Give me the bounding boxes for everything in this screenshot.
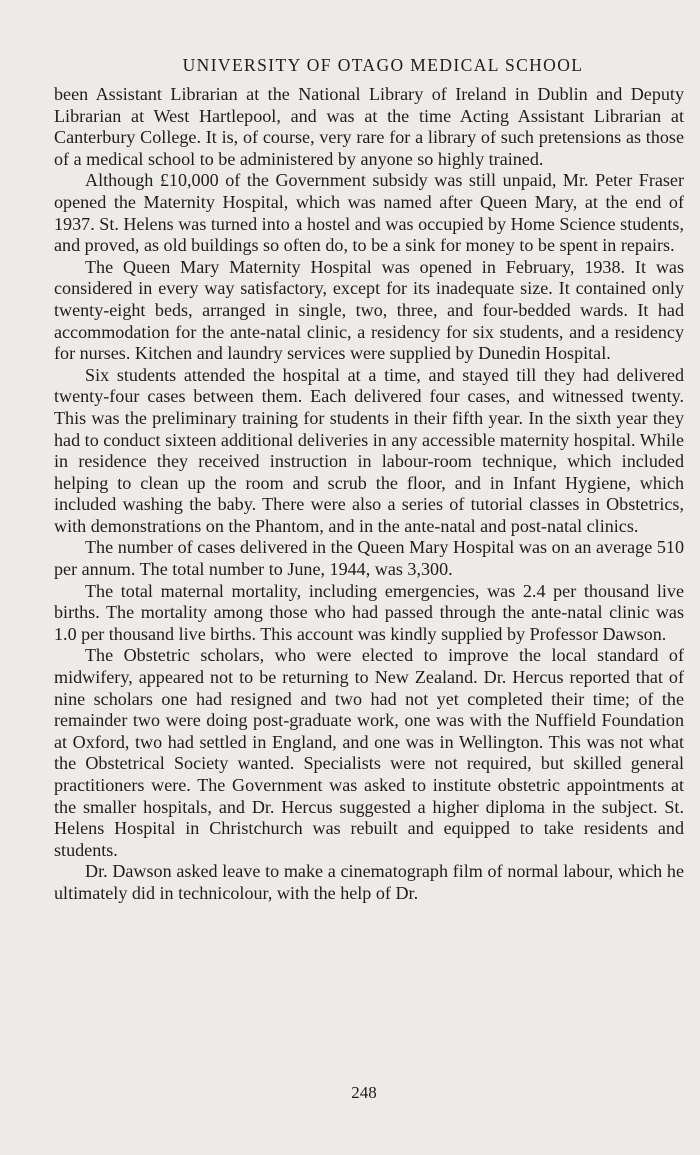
paragraph-8: Dr. Dawson asked leave to make a cinematograph film of normal labour, which he ultimately did in technicolour, with the help of Dr. [54,861,684,903]
body-text [54,84,684,905]
paragraph-1: been Assistant Librarian at the National Library of Ireland in Dublin and Deputy Librarian at West Hartlepool, and was at the time Acting Assistant Librarian at Canterbury College. It is, of course, very rare for a library of such pretensions as those of a medical school to be administered by anyone so highly trained. [54,84,684,169]
paragraph-7: The Obstetric scholars, who were elected to improve the local standard of midwifery, appeared not to be returning to New Zealand. Dr. Hercus reported that of nine scholars one had resigned and two had not yet completed their time; of the remainder two were doing post-graduate work, one was with the Nuffield Foundation at Oxford, two had settled in England, and one was in Wellington. This was not what the Obstetrical Society wanted. Specialists were not required, but skilled general practitioners were. The Government was asked to institute obstetric appointments at the smaller hospitals, and Dr. Hercus suggested a higher diploma in the subject. St. Helens Hospital in Christchurch was rebuilt and equipped to take residents and students. [54,645,684,860]
running-head: UNIVERSITY OF OTAGO MEDICAL SCHOOL [182,55,584,75]
paragraph-2: Although £10,000 of the Government subsidy was still unpaid, Mr. Peter Fraser opened the Maternity Hospital, which was named after Queen Mary, at the end of 1937. St. Helens was turned into a hostel and was occupied by Home Science students, and proved, as old buildings so often do, to be a sink for money to be spent in repairs. [54,170,684,256]
paragraph-4: Six students attended the hospital at a time, and stayed till they had delivered twenty-four cases between them. Each delivered four cases, and witnessed twenty. This was the preliminary training for students in their fifth year. In the sixth year they had to conduct sixteen additional deliveries in any accessible maternity hospital. While in residence they received instruction in labour-room technique, which included helping to clean up the room and scrub the floor, and in Infant Hygiene, which included washing the baby. There were also a series of tutorial classes in Obstetrics, with demonstrations on the Phantom, and in the ante-natal and post-natal clinics. [54,364,684,536]
paragraph-6: The total maternal mortality, including emergencies, was 2.4 per thousand live births. The mortality among those who had passed through the ante-natal clinic was 1.0 per thousand live births. This account was kindly supplied by Professor Dawson. [54,580,684,644]
paragraph-3: The Queen Mary Maternity Hospital was opened in February, 1938. It was considered in every way satisfactory, except for its inadequate size. It contained only twenty-eight beds, arranged in single, two, three, and four-bedded wards. It had accommodation for the ante-natal clinic, a residency for six students, and a residency for nurses. Kitchen and laundry services were supplied by Dunedin Hospital. [54,256,684,364]
page-number: 248 [351,1083,377,1102]
paragraph-5: The number of cases delivered in the Queen Mary Hospital was on an average 510 per annum. The total number to June, 1944, was 3,300. [54,537,684,580]
